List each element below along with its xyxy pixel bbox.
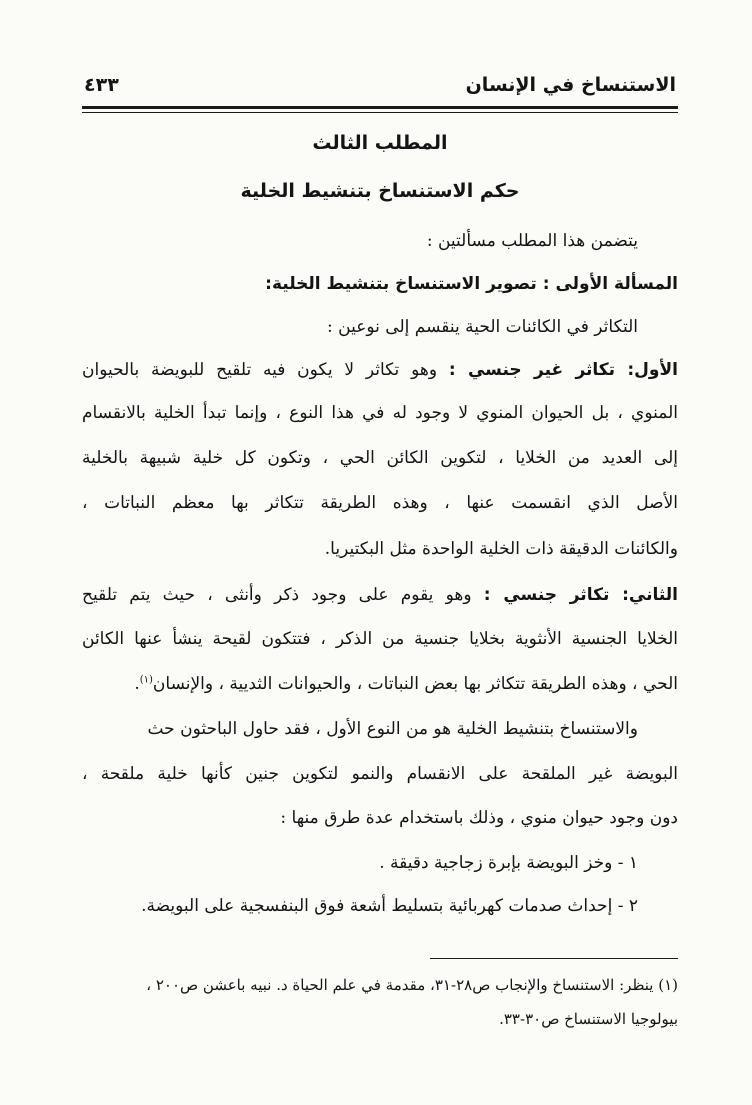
section-subtitle: حكم الاستنساخ بتنشيط الخلية	[240, 180, 520, 202]
first-type-line-5: والكائنات الدقيقة ذات الخلية الواحدة مثل البكتيريا.	[324, 539, 678, 559]
second-type-label: الثاني: تكاثر جنسي :	[483, 585, 678, 605]
intro-line: يتضمن هذا المطلب مسألتين :	[426, 231, 638, 251]
question-heading	[82, 272, 678, 296]
second-type-text-1: وهو يقوم على وجود ذكر وأنثى ، حيث يتم تلقيح	[82, 585, 472, 605]
footnote-separator	[430, 958, 678, 959]
first-type-line-2: المنوي ، بل الحيوان المنوي لا وجود له في هذا النوع ، وإنما تبدأ الخلية بالانقسام	[82, 403, 678, 423]
page-header	[82, 64, 676, 104]
page-number: ٤٣٣	[84, 74, 119, 96]
footnote-line-2: بيولوجيا الاستنساخ ص٣٠-٣٣.	[499, 1010, 678, 1028]
cloning-line-3: دون وجود حيوان منوي ، وذلك باستخدام عدة طرق منها :	[280, 808, 678, 828]
footnote-reference[interactable]: (١)	[139, 674, 153, 686]
first-type-label: الأول: تكاثر غير جنسي :	[448, 360, 678, 380]
footnote-line-1: (١) ينظر: الاستنساخ والإنجاب ص٢٨-٣١، مقدمة في علم الحياة د. نبيه باعشن ص٢٠٠ ،	[146, 976, 678, 994]
second-type-line-2: الخلايا الجنسية الأنثوية بخلايا جنسية من الذكر ، فتتكون لقيحة ينشأ عنها الكائن	[82, 629, 678, 649]
second-type-line-3	[82, 672, 678, 696]
second-type-line-1	[82, 583, 678, 607]
first-type-line-3: إلى العديد من الخلايا ، لتكوين الكائن الحي ، وتكون كل خلية شبيهة بالخلية	[82, 448, 678, 468]
first-type-line-1	[82, 358, 678, 382]
first-type-text-1: وهو تكاثر لا يكون فيه تلقيح للبويضة بالحيوان	[82, 360, 438, 380]
question-one: المسألة الأولى : تصوير الاستنساخ بتنشيط الخلية:	[265, 274, 678, 294]
cloning-line-2: البويضة غير الملقحة على الانقسام والنمو لتكوين جنين كأنها خلية ملقحة ،	[82, 764, 678, 784]
method-item-2: ٢ - إحداث صدمات كهربائية بتسليط أشعة فوق البنفسجية على البويضة.	[141, 896, 638, 916]
reproduction-intro: التكاثر في الكائنات الحية ينقسم إلى نوعين :	[327, 317, 638, 337]
header-rule-thick	[82, 106, 678, 109]
first-type-line-4: الأصل الذي انقسمت عنها ، وهذه الطريقة تتكاثر بها معظم النباتات ،	[82, 493, 678, 513]
second-type-line-3-end: .	[134, 674, 140, 694]
section-title: المطلب الثالث	[312, 132, 448, 154]
second-type-text-3: الحي ، وهذه الطريقة تتكاثر بها بعض النباتات ، والحيوانات الثديية ، والإنسان	[152, 674, 678, 694]
cloning-line-1: والاستنساخ بتنشيط الخلية هو من النوع الأول ، فقد حاول الباحثون حث	[147, 719, 638, 739]
method-item-1: ١ - وخز البويضة بإبرة زجاجية دقيقة .	[379, 853, 638, 873]
running-title: الاستنساخ في الإنسان	[465, 74, 676, 96]
header-rule-thin	[82, 112, 678, 113]
